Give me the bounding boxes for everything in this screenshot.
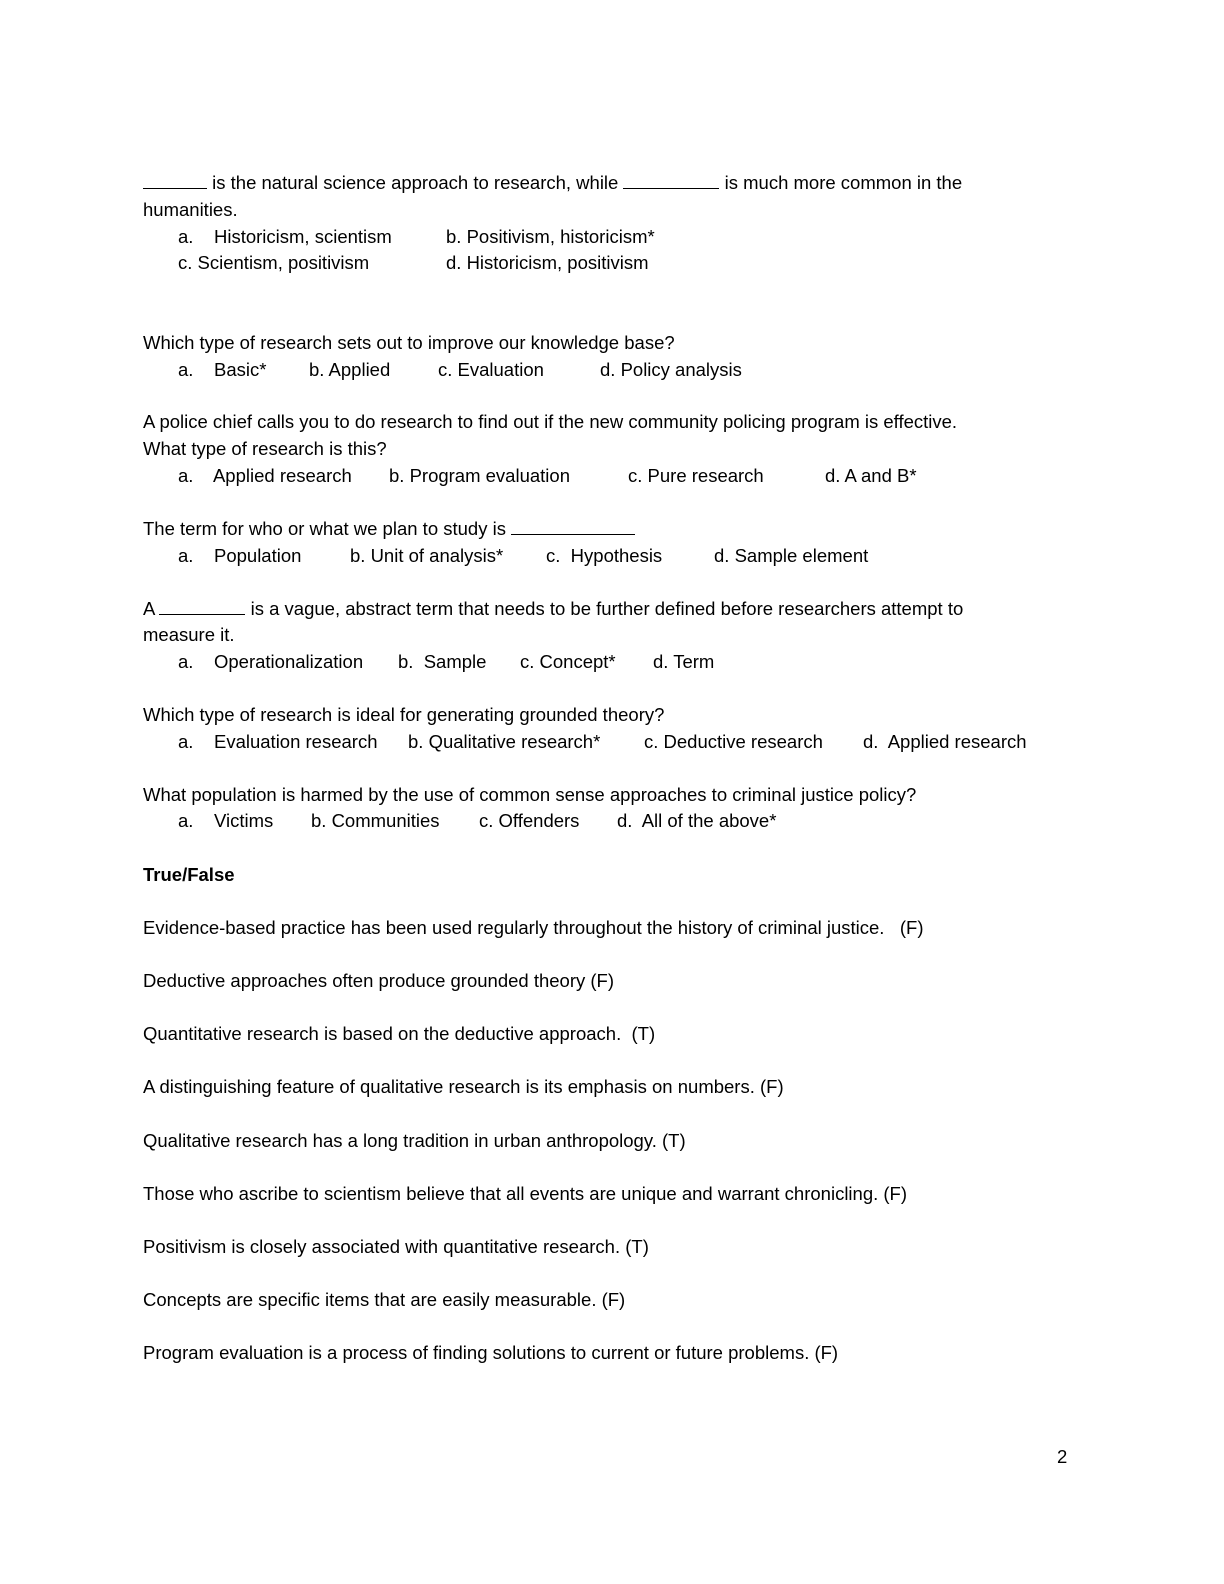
- question-5-line-1: A is a vague, abstract term that needs to be further defined before researchers attempt to: [143, 598, 964, 619]
- question-1-option-b: b. Positivism, historicism*: [446, 226, 655, 247]
- question-1-line-2: humanities.: [143, 199, 238, 220]
- question-6-option-d: d. Applied research: [863, 731, 1027, 752]
- question-1-line-1: is the natural science approach to research, while is much more common in the: [143, 170, 962, 196]
- true-false-item: Those who ascribe to scientism believe that all events are unique and warrant chronicling. (F): [143, 1183, 908, 1204]
- question-3-option-d: d. A and B*: [825, 465, 917, 486]
- question-6-option-a: a. Evaluation research: [178, 731, 378, 752]
- question-6-option-c: c. Deductive research: [644, 731, 823, 752]
- true-false-item: Quantitative research is based on the deductive approach. (T): [143, 1023, 656, 1044]
- question-2-text: Which type of research sets out to improve our knowledge base?: [143, 332, 675, 353]
- question-5-option-b: b. Sample: [398, 651, 487, 672]
- true-false-item: Evidence-based practice has been used regularly throughout the history of criminal justice. (F): [143, 917, 924, 938]
- true-false-item: A distinguishing feature of qualitative research is its emphasis on numbers. (F): [143, 1076, 784, 1097]
- question-3-line-2: What type of research is this?: [143, 438, 387, 459]
- question-5-option-a: a. Operationalization: [178, 651, 364, 672]
- true-false-item: Qualitative research has a long tradition in urban anthropology. (T): [143, 1130, 686, 1151]
- question-1-option-d: d. Historicism, positivism: [446, 252, 649, 273]
- true-false-heading: True/False: [143, 864, 235, 885]
- question-2-option-d: d. Policy analysis: [600, 359, 742, 380]
- answer-blank: [159, 596, 245, 615]
- question-4-text: The term for who or what we plan to study is: [143, 516, 635, 542]
- question-2-option-a: a. Basic*: [178, 359, 267, 380]
- answer-blank: [623, 170, 719, 189]
- question-3-option-c: c. Pure research: [628, 465, 764, 486]
- question-6-text: Which type of research is ideal for generating grounded theory?: [143, 704, 665, 725]
- question-4-option-c: c. Hypothesis: [546, 545, 663, 566]
- question-2-option-b: b. Applied: [309, 359, 391, 380]
- question-3-option-a: a. Applied research: [178, 465, 352, 486]
- question-3-line-1: A police chief calls you to do research to find out if the new community policing program is effective.: [143, 411, 958, 432]
- answer-blank: [511, 516, 635, 535]
- question-1-option-a: a. Historicism, scientism: [178, 226, 392, 247]
- question-4-option-b: b. Unit of analysis*: [350, 545, 504, 566]
- question-6-option-b: b. Qualitative research*: [408, 731, 601, 752]
- question-1-option-c: c. Scientism, positivism: [178, 252, 370, 273]
- question-7-text: What population is harmed by the use of common sense approaches to criminal justice policy?: [143, 784, 917, 805]
- true-false-item: Program evaluation is a process of finding solutions to current or future problems. (F): [143, 1342, 839, 1363]
- question-5-line-2: measure it.: [143, 624, 235, 645]
- true-false-item: Concepts are specific items that are easily measurable. (F): [143, 1289, 626, 1310]
- question-5-option-c: c. Concept*: [520, 651, 616, 672]
- page-number: 2: [1057, 1446, 1068, 1467]
- question-3-option-b: b. Program evaluation: [389, 465, 570, 486]
- question-7-option-c: c. Offenders: [479, 810, 580, 831]
- question-4-option-a: a. Population: [178, 545, 302, 566]
- question-7-option-d: d. All of the above*: [617, 810, 777, 831]
- question-7-option-a: a. Victims: [178, 810, 274, 831]
- true-false-item: Positivism is closely associated with quantitative research. (T): [143, 1236, 649, 1257]
- answer-blank: [143, 170, 207, 189]
- question-2-option-c: c. Evaluation: [438, 359, 544, 380]
- question-7-option-b: b. Communities: [311, 810, 440, 831]
- true-false-item: Deductive approaches often produce grounded theory (F): [143, 970, 615, 991]
- question-5-option-d: d. Term: [653, 651, 715, 672]
- question-4-option-d: d. Sample element: [714, 545, 869, 566]
